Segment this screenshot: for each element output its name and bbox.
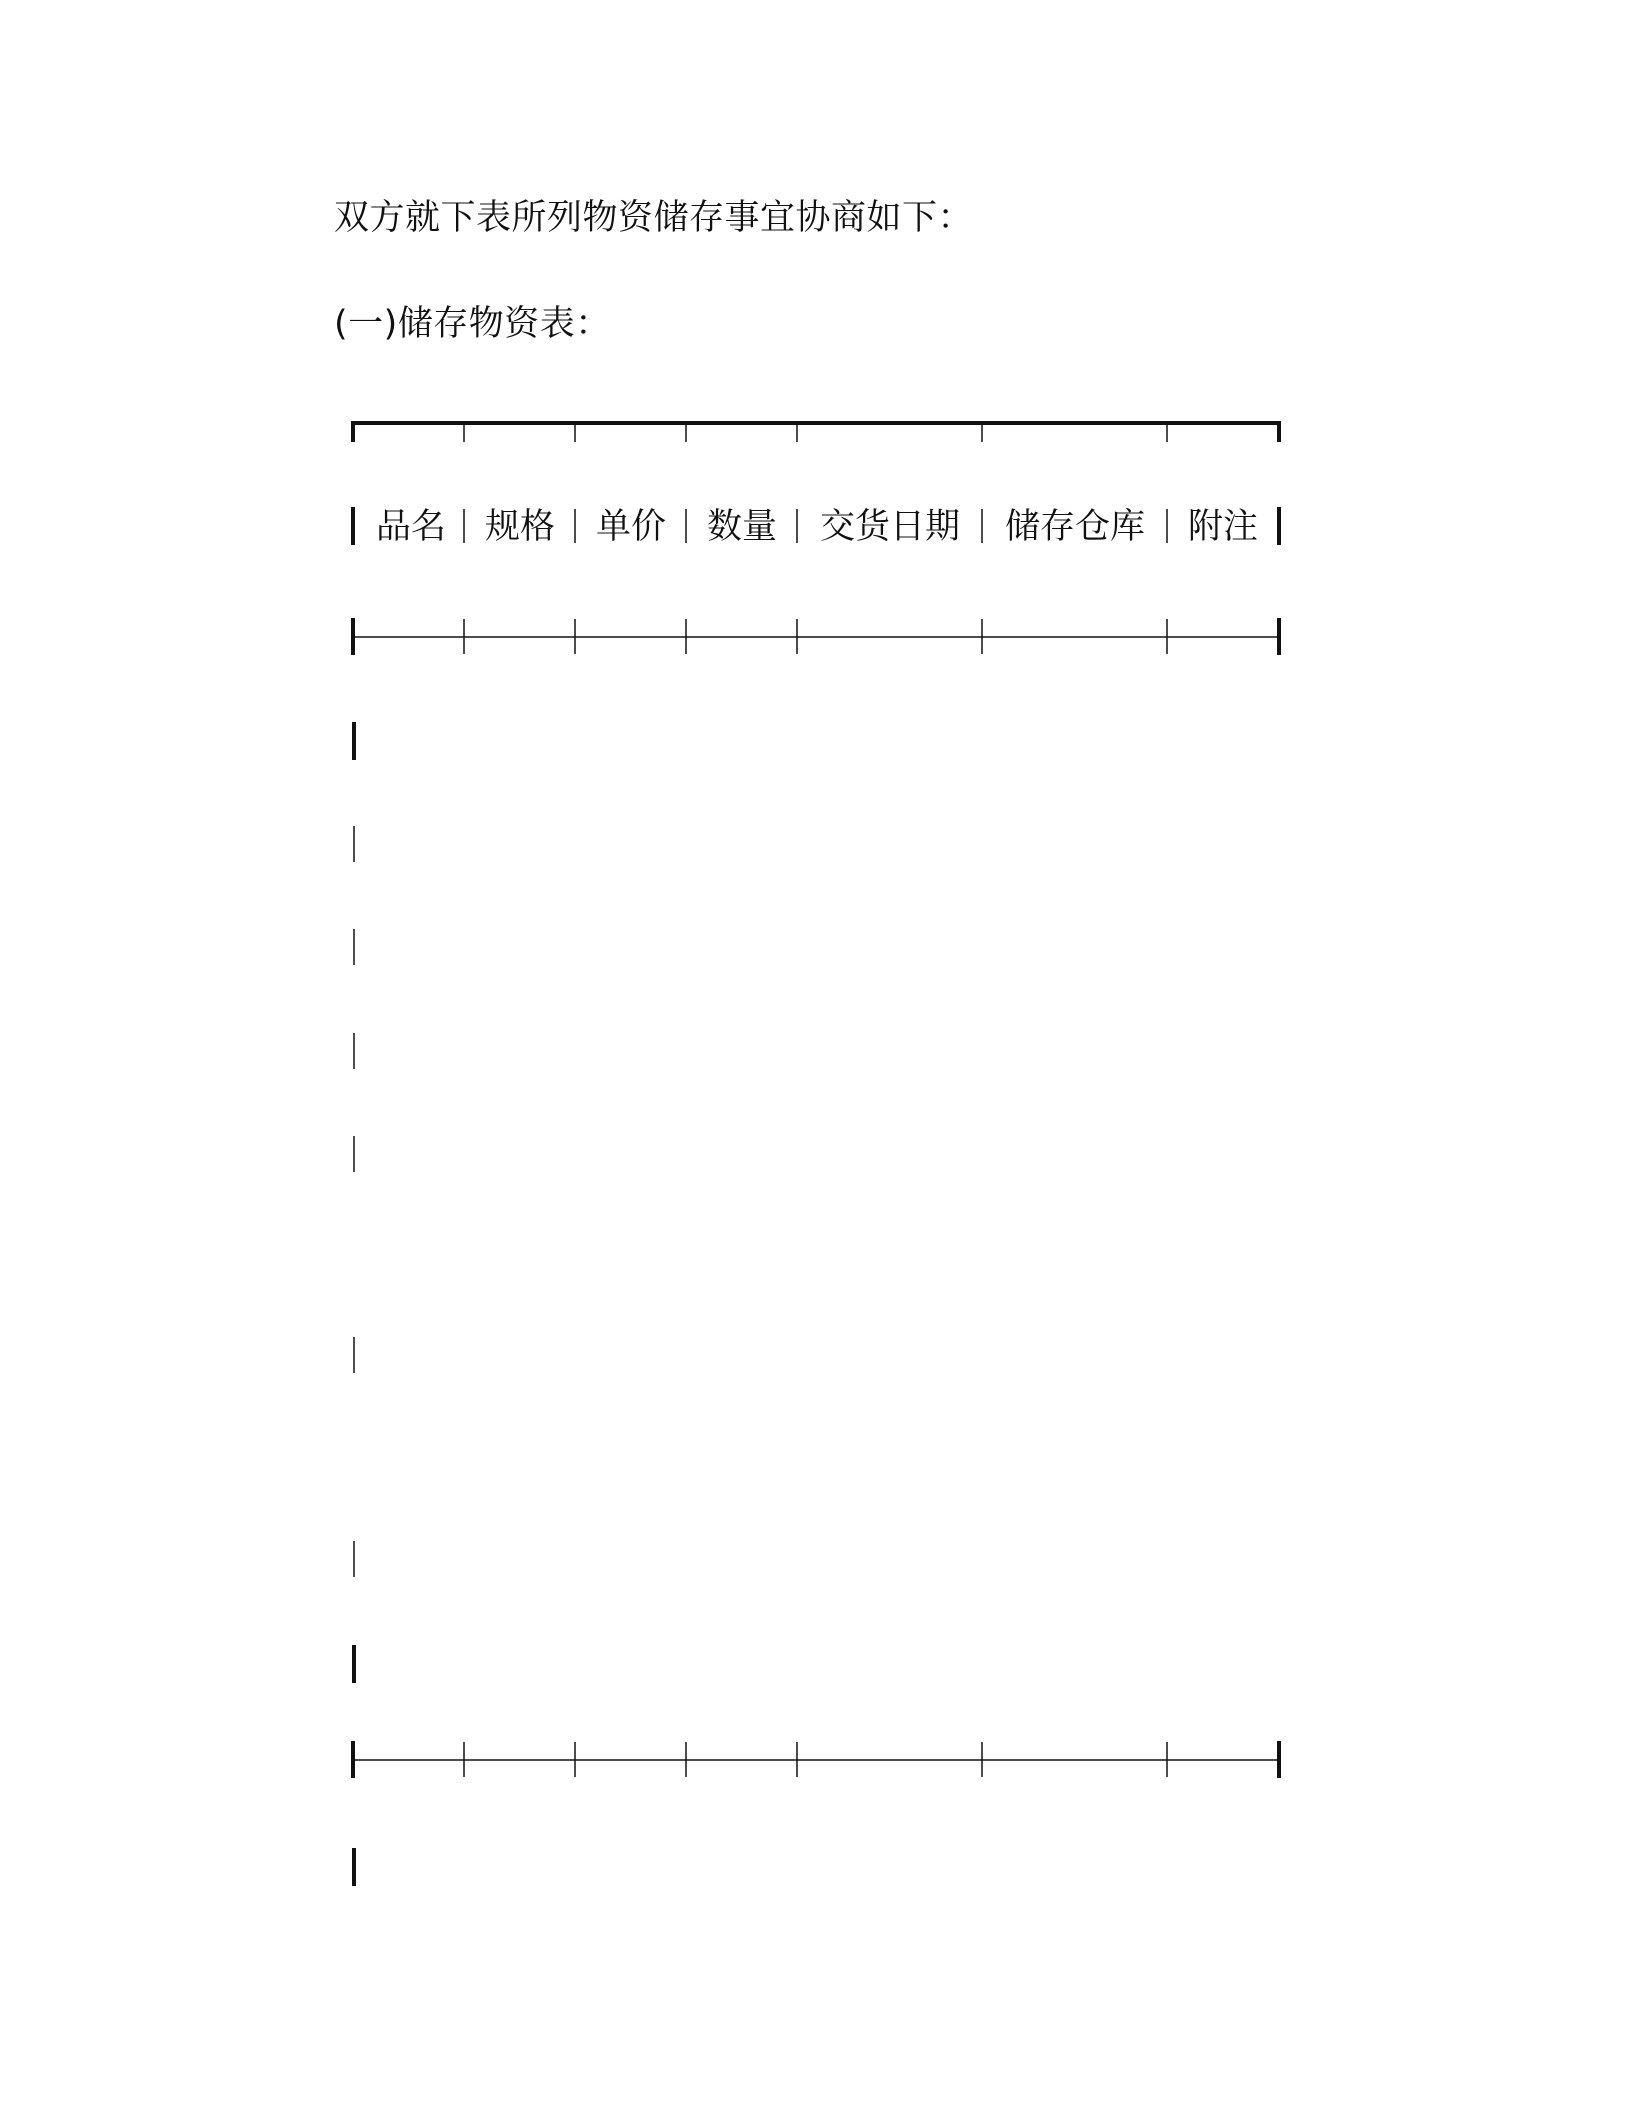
table-top-rule [351, 420, 1281, 460]
table-left-border-segment [351, 1848, 359, 1886]
section-title: (一)储存物资表： [334, 304, 611, 344]
table-left-border-segment [351, 1645, 359, 1683]
table-left-border-segment [351, 1033, 359, 1069]
column-header-spec: 规格 [484, 507, 555, 547]
intro-paragraph: 双方就下表所列物资储存事宜协商如下： [334, 198, 974, 238]
table-bottom-rule [351, 1740, 1281, 1780]
column-header-unit-price: 单价 [595, 507, 666, 547]
table-left-border-segment [351, 929, 359, 965]
table-left-border-segment [351, 826, 359, 862]
column-header-quantity: 数量 [706, 507, 777, 547]
table-left-border-segment [351, 1136, 359, 1172]
column-header-name: 品名 [375, 507, 446, 547]
table-header-rule [351, 617, 1281, 657]
table-header-row [351, 503, 1281, 553]
column-header-notes: 附注 [1187, 507, 1258, 547]
table-left-border-segment [351, 1337, 359, 1373]
column-header-delivery-date: 交货日期 [819, 507, 960, 547]
table-left-border-segment [351, 722, 359, 760]
table-left-border-segment [351, 1541, 359, 1577]
column-header-warehouse: 储存仓库 [1004, 507, 1145, 547]
